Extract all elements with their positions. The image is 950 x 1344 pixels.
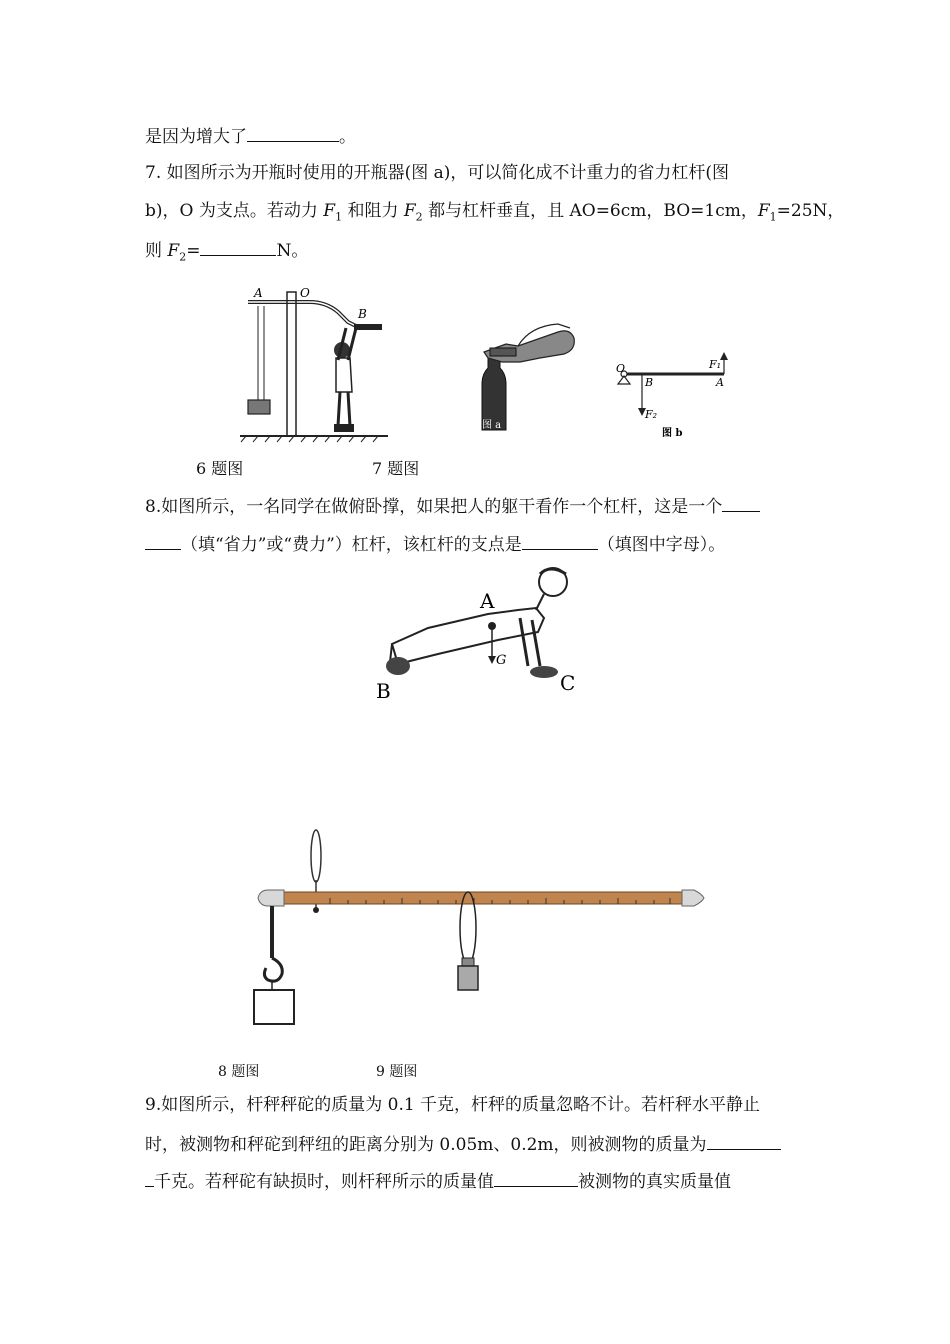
fig7b-label-O: O: [616, 362, 626, 375]
q9-line1: [145, 1093, 760, 1117]
fig7-caption: 7 题图: [372, 459, 420, 478]
q7-sub-2: 2: [415, 210, 423, 224]
q8-answer-blank-1a[interactable]: [722, 493, 760, 512]
fig7b-caption: 图 b: [662, 428, 683, 439]
fig6-lever-diagram: [238, 284, 398, 444]
fig6-caption: 6 题图: [196, 459, 244, 478]
q7-answer-blank[interactable]: [200, 237, 276, 256]
fig8-label-G: G: [496, 653, 507, 668]
q9-answer-blank-1b[interactable]: [145, 1168, 154, 1187]
q8-answer-blank-2[interactable]: [522, 531, 598, 550]
q6-tail-end: 。: [339, 127, 356, 147]
q7-line1-text: 7. 如图所示为开瓶时使用的开瓶器(图 a)，可以简化成不计重力的省力杠杆(图: [145, 163, 730, 183]
fig8-caption: 8 题图: [218, 1064, 260, 1080]
q9-line3: [145, 1168, 731, 1194]
q6-tail-text: 是因为增大了: [145, 127, 247, 147]
fig6-label-A: A: [254, 286, 263, 300]
q8-line2: [145, 531, 725, 557]
q9-line1-text: 9.如图所示，杆秤秤砣的质量为 0.1 千克，杆秤的质量忽略不计。若杆秤水平静止: [145, 1095, 761, 1115]
q7-sub-2b: 2: [179, 250, 187, 264]
q8-line1-text: 8.如图所示，一名同学在做俯卧撑，如果把人的躯干看作一个杠杆，这是一个: [145, 497, 723, 517]
fig7b-label-B: B: [645, 376, 654, 389]
fig7a-caption: 图 a: [482, 420, 502, 431]
q9-line2-text: 时，被测物和秤砣到秤纽的距离分别为 0.05m、0.2m，则被测物的质量为: [145, 1135, 707, 1155]
fig8-pushup-diagram: [368, 562, 586, 708]
fig6-label-O: O: [300, 286, 310, 300]
fig7b-label-F1: F₁: [709, 358, 722, 371]
q7-sub-1: 1: [335, 210, 343, 224]
q8-answer-blank-1b[interactable]: [145, 531, 181, 550]
fig9-steelyard-diagram: [250, 828, 710, 1030]
fig7b-lever-schematic: [612, 352, 742, 442]
q7-var-F2: F: [403, 201, 416, 221]
q7-line2: [145, 199, 844, 229]
q7-line2-a: b)，O 为支点。若动力: [145, 201, 324, 221]
q7-line2-b: 和阻力: [342, 201, 404, 221]
q8-line2-b: （填图中字母）。: [597, 535, 726, 555]
q9-line3-b: 被测物的真实质量值: [578, 1172, 731, 1192]
q9-answer-blank-1a[interactable]: [707, 1131, 781, 1150]
fig7a-bottle-opener: [470, 318, 580, 438]
q8-line2-a: （填“省力”或“费力”）杠杆，该杠杆的支点是: [181, 535, 522, 555]
fig9-caption: 9 题图: [376, 1064, 418, 1080]
q6-tail-line: [145, 123, 356, 149]
q6-answer-blank[interactable]: [247, 123, 339, 142]
q7-line3-c: N。: [276, 241, 309, 261]
fig7b-label-A: A: [716, 376, 724, 389]
fig7b-label-F2: F₂: [645, 408, 658, 421]
q7-line2-c: 都与杠杆垂直，且 AO=6cm，BO=1cm，: [422, 201, 758, 221]
q7-line3-b: =: [186, 241, 201, 261]
q7-line3: [145, 237, 308, 269]
fig8-label-C: C: [560, 671, 576, 695]
q7-sub-1b: 1: [769, 210, 777, 224]
fig8-label-B: B: [376, 679, 391, 703]
q7-line1: [145, 161, 729, 185]
q9-line2: [145, 1131, 781, 1157]
q7-var-F1b: F: [757, 201, 770, 221]
q7-line3-a: 则: [145, 241, 168, 261]
fig6-label-B: B: [358, 307, 367, 321]
q7-line2-d: =25N，: [776, 201, 845, 221]
q9-answer-blank-2[interactable]: [494, 1168, 578, 1187]
fig8-label-A: A: [480, 589, 495, 613]
q9-line3-a: 千克。若秤砣有缺损时，则杆秤所示的质量值: [154, 1172, 494, 1192]
q7-var-F2b: F: [167, 241, 180, 261]
q7-var-F1: F: [323, 201, 336, 221]
q8-line1: [145, 493, 760, 519]
